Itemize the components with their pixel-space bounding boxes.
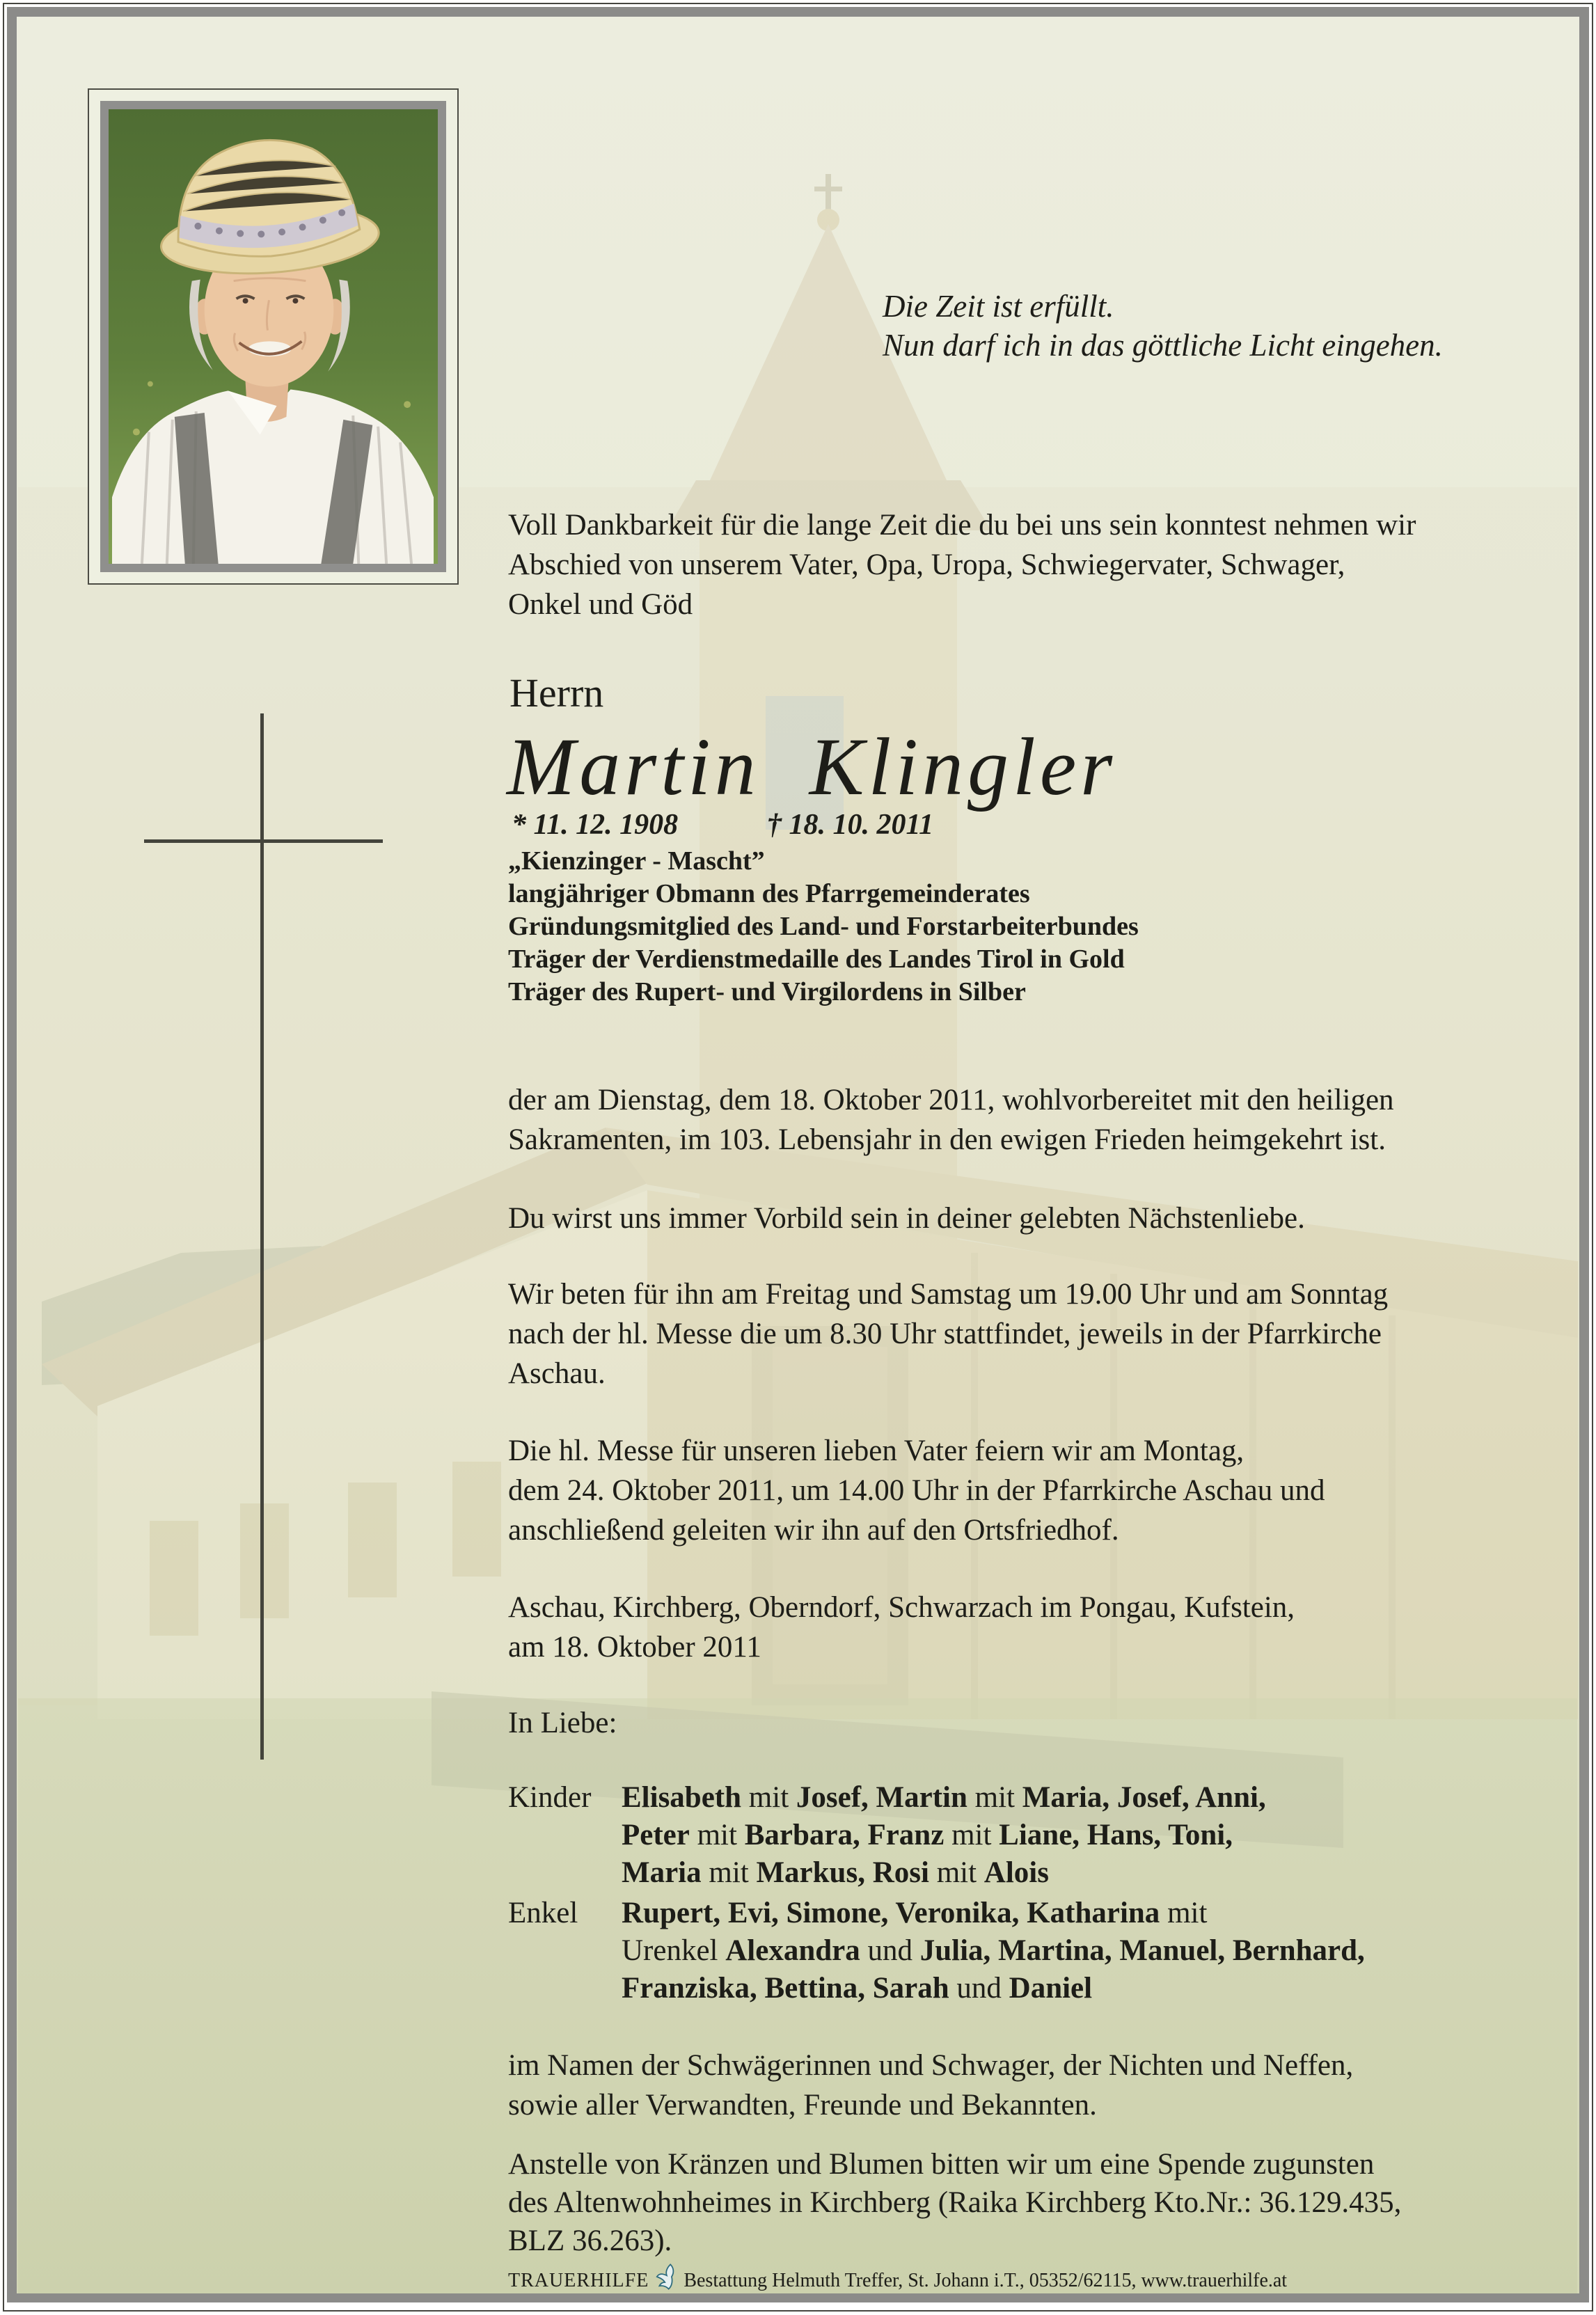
text-line: am 18. Oktober 2011 xyxy=(508,1631,761,1664)
deceased-name: Martin Klingler xyxy=(507,721,1117,812)
paragraph-donation xyxy=(508,2145,1401,2260)
intro-paragraph xyxy=(508,505,1416,624)
paragraph-vorbild: Du wirst uns immer Vorbild sein in deiner gelebten Nächstenliebe. xyxy=(508,1202,1305,1235)
memorial-cross-horizontal xyxy=(144,839,383,843)
text-line: anschließend geleiten wir ihn auf den Ortsfriedhof. xyxy=(508,1514,1119,1547)
honor-line: Träger der Verdienstmedaille des Landes Tirol in Gold xyxy=(508,945,1125,974)
quote-line: Nun darf ich in das göttliche Licht eingehen. xyxy=(883,328,1443,363)
text-line: Sakramenten, im 103. Lebensjahr in den ewigen Frieden heimgekehrt ist. xyxy=(508,1123,1386,1156)
text-line: Aschau, Kirchberg, Oberndorf, Schwarzach im Pongau, Kufstein, xyxy=(508,1591,1295,1624)
intro-line: Onkel und Göd xyxy=(508,588,693,621)
family-line: Urenkel Alexandra und Julia, Martina, Manuel, Bernhard, xyxy=(622,1934,1365,1967)
enkel-names xyxy=(622,1895,1365,2007)
portrait-photo xyxy=(100,101,446,572)
footer xyxy=(508,2259,1287,2293)
dove-icon xyxy=(656,2263,677,2297)
text-line: Anstelle von Kränzen und Blumen bitten wir um eine Spende zugunsten xyxy=(508,2148,1375,2181)
family-line: Franziska, Bettina, Sarah und Daniel xyxy=(622,1972,1093,2005)
intro-line: Voll Dankbarkeit für die lange Zeit die du bei uns sein konntest nehmen wir xyxy=(508,509,1416,542)
funeral-home-brand: TRAUERHILFE xyxy=(508,2270,649,2291)
family-line: Rupert, Evi, Simone, Veronika, Katharina mit xyxy=(622,1897,1208,1929)
memorial-quote xyxy=(883,287,1443,365)
text-line: des Altenwohnheimes in Kirchberg (Raika Kirchberg Kto.Nr.: 36.129.435, xyxy=(508,2186,1402,2219)
family-line: Elisabeth mit Josef, Martin mit Maria, Josef, Anni, xyxy=(622,1781,1266,1814)
text-line: Die hl. Messe für unseren lieben Vater feiern wir am Montag, xyxy=(508,1435,1245,1467)
memorial-cross-vertical xyxy=(260,713,264,1760)
intro-line: Abschied von unserem Vater, Opa, Uropa, Schwiegervater, Schwager, xyxy=(508,548,1345,581)
honors-list xyxy=(508,845,1139,1009)
text-line: Wir beten für ihn am Freitag und Samstag um 19.00 Uhr und am Sonntag xyxy=(508,1278,1389,1311)
text-line: dem 24. Oktober 2011, um 14.00 Uhr in der Pfarrkirche Aschau und xyxy=(508,1474,1325,1507)
honor-line: langjähriger Obmann des Pfarrgemeinderates xyxy=(508,879,1030,908)
text-line: sowie aller Verwandten, Freunde und Bekannten. xyxy=(508,2089,1097,2122)
portrait-frame xyxy=(88,88,459,585)
honor-line: Gründungsmitglied des Land- und Forstarbeiterbundes xyxy=(508,912,1139,941)
deceased-photo-illustration xyxy=(109,109,438,564)
paragraph-funeral-mass xyxy=(508,1431,1325,1550)
salutation: Herrn xyxy=(509,670,604,716)
family-line: Maria mit Markus, Rosi mit Alois xyxy=(622,1856,1049,1889)
text-line: Aschau. xyxy=(508,1357,606,1390)
text-line: BLZ 36.263). xyxy=(508,2225,672,2257)
kinder-names xyxy=(622,1779,1266,1892)
life-dates xyxy=(512,807,933,842)
enkel-label: Enkel xyxy=(508,1897,578,1929)
honor-line: Träger des Rupert- und Virgilordens in Silber xyxy=(508,977,1026,1006)
paragraph-passing xyxy=(508,1080,1394,1160)
family-line: Peter mit Barbara, Franz mit Liane, Hans, Toni, xyxy=(622,1819,1233,1851)
in-liebe-heading: In Liebe: xyxy=(508,1707,617,1739)
text-line: im Namen der Schwägerinnen und Schwager, der Nichten und Neffen, xyxy=(508,2049,1354,2082)
kinder-label: Kinder xyxy=(508,1781,592,1814)
funeral-home-info: Bestattung Helmuth Treffer, St. Johann i.T., 05352/62115, www.trauerhilfe.at xyxy=(684,2270,1288,2291)
quote-line: Die Zeit ist erfüllt. xyxy=(883,289,1114,324)
death-date: † 18. 10. 2011 xyxy=(767,809,934,841)
paragraph-on-behalf xyxy=(508,2046,1353,2125)
honor-line: „Kienzinger - Mascht” xyxy=(508,846,765,876)
text-line: nach der hl. Messe die um 8.30 Uhr stattfindet, jeweils in der Pfarrkirche xyxy=(508,1318,1382,1350)
paragraph-prayer-times xyxy=(508,1274,1388,1393)
text-line: der am Dienstag, dem 18. Oktober 2011, wohlvorbereitet mit den heiligen xyxy=(508,1084,1394,1116)
paragraph-places-date xyxy=(508,1588,1295,1667)
birth-date: * 11. 12. 1908 xyxy=(512,809,679,841)
